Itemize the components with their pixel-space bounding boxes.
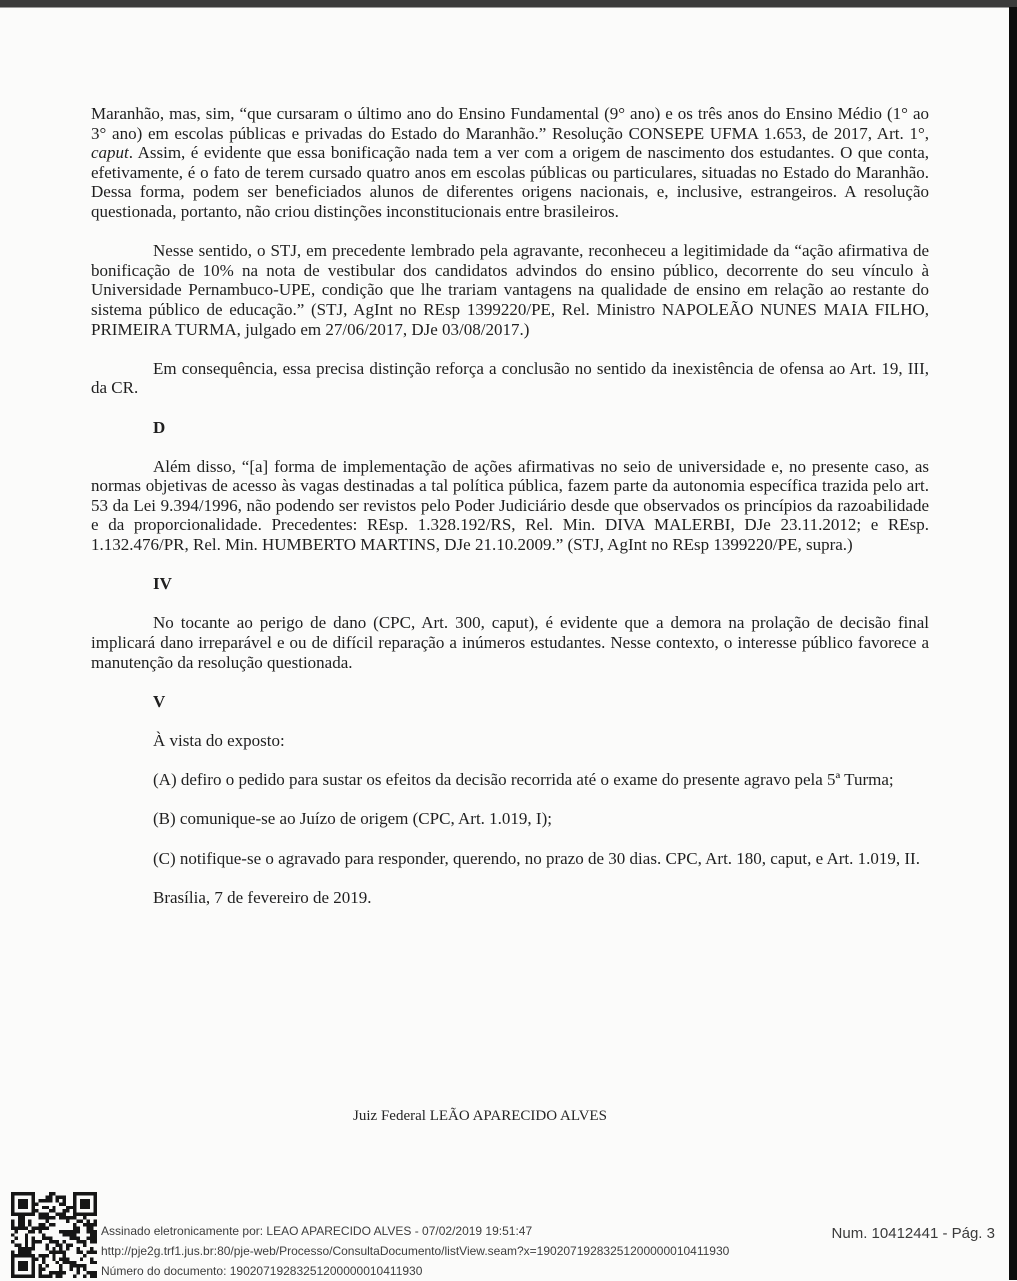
qr-code: [11, 1192, 97, 1278]
electronic-signature-stamp: [101, 1221, 729, 1281]
body-paragraph: (A) defiro o pedido para sustar os efeitos da decisão recorrida até o exame do presente agravo pela 5ª Turma;: [153, 770, 894, 790]
signature-line: Juiz Federal LEÃO APARECIDO ALVES: [353, 1108, 607, 1124]
body-paragraph: (B) comunique-se ao Juízo de origem (CPC, Art. 1.019, I);: [153, 809, 552, 829]
section-heading: V: [153, 691, 166, 711]
body-paragraph: Em consequência, essa precisa distinção reforça a conclusão no sentido da inexistência de ofensa ao Art. 19, III, da CR.: [91, 358, 929, 398]
body-paragraph: (C) notifique-se o agravado para responder, querendo, no prazo de 30 dias. CPC, Art. 180, caput, e Art. 1.019, II.: [153, 848, 920, 868]
body-paragraph: Além disso, “[a] forma de implementação de ações afirmativas no seio de universidade e, no presente caso, as normas objetivas de acesso às vagas destinadas a tal política pública, fazem parte da autonomia específica trazida pelo art. 53 da Lei 9.394/1996, não podendo ser revistos pelo Poder Judiciário desde que observados os princípios da razoabilidade e da proporcionalidade. Precedentes: REsp. 1.328.192/RS, Rel. Min. DIVA MALERBI, DJe 23.11.2012; e REsp. 1.132.476/PR, Rel. Min. HUMBERTO MARTINS, DJe 21.10.2009.” (STJ, AgInt no REsp 1399220/PE, supra.): [91, 456, 929, 555]
document-body: [91, 104, 929, 927]
section-heading: IV: [153, 574, 172, 594]
body-paragraph: Nesse sentido, o STJ, em precedente lembrado pela agravante, reconheceu a legitimidade da “ação afirmativa de bonificação de 10% na nota de vestibular dos candidatos advindos do ensino público, decorrente do seu vínculo à Universidade Pernambuco-UPE, condição que lhe trariam vantagens na qualidade de ensino em relação ao restante do sistema público de educação.” (STJ, AgInt no REsp 1399220/PE, Rel. Ministro NAPOLEÃO NUNES MAIA FILHO, PRIMEIRA TURMA, julgado em 27/06/2017, DJe 03/08/2017.): [91, 241, 929, 339]
section-heading: D: [153, 417, 166, 437]
document-number-line: Número do documento: 19020719283251200000010411930: [101, 1264, 423, 1278]
qr-code-icon: [11, 1192, 97, 1278]
scan-top-edge: [0, 0, 1017, 8]
signed-by-line: Assinado eletronicamente por: LEAO APARECIDO ALVES - 07/02/2019 19:51:47: [101, 1224, 533, 1238]
page-reference: Num. 10412441 - Pág. 3: [831, 1225, 995, 1242]
scan-right-edge: [1009, 7, 1017, 1280]
body-paragraph: No tocante ao perigo de dano (CPC, Art. 300, caput), é evidente que a demora na prolação de decisão final implicará dano irreparável e ou de difícil reparação a inúmeros estudantes. Nesse contexto, o interesse público favorece a manutenção da resolução questionada.: [91, 613, 929, 672]
body-paragraph: À vista do exposto:: [153, 731, 285, 750]
body-paragraph: Maranhão, mas, sim, “que cursaram o último ano do Ensino Fundamental (9° ano) e os três anos do Ensino Médio (1° ao 3° ano) em escolas públicas e privadas do Estado do Maranhão.” Resolução CONSEPE UFMA 1.653, de 2017, Art. 1°, caput. Assim, é evidente que essa bonificação nada tem a ver com a origem de nascimento dos estudantes. O que conta, efetivamente, é o fato de terem cursado quatro anos em escolas públicas ou particulares, situadas no Estado do Maranhão. Dessa forma, podem ser beneficiados alunos de diferentes origens nacionais, e, inclusive, estrangeiros. A resolução questionada, portanto, não criou distinções inconstitucionais entre brasileiros.: [91, 104, 929, 221]
document-url-line: http://pje2g.trf1.jus.br:80/pje-web/Processo/ConsultaDocumento/listView.seam?x=19020719283251200000010411930: [101, 1244, 730, 1258]
body-paragraph: Brasília, 7 de fevereiro de 2019.: [153, 887, 372, 907]
